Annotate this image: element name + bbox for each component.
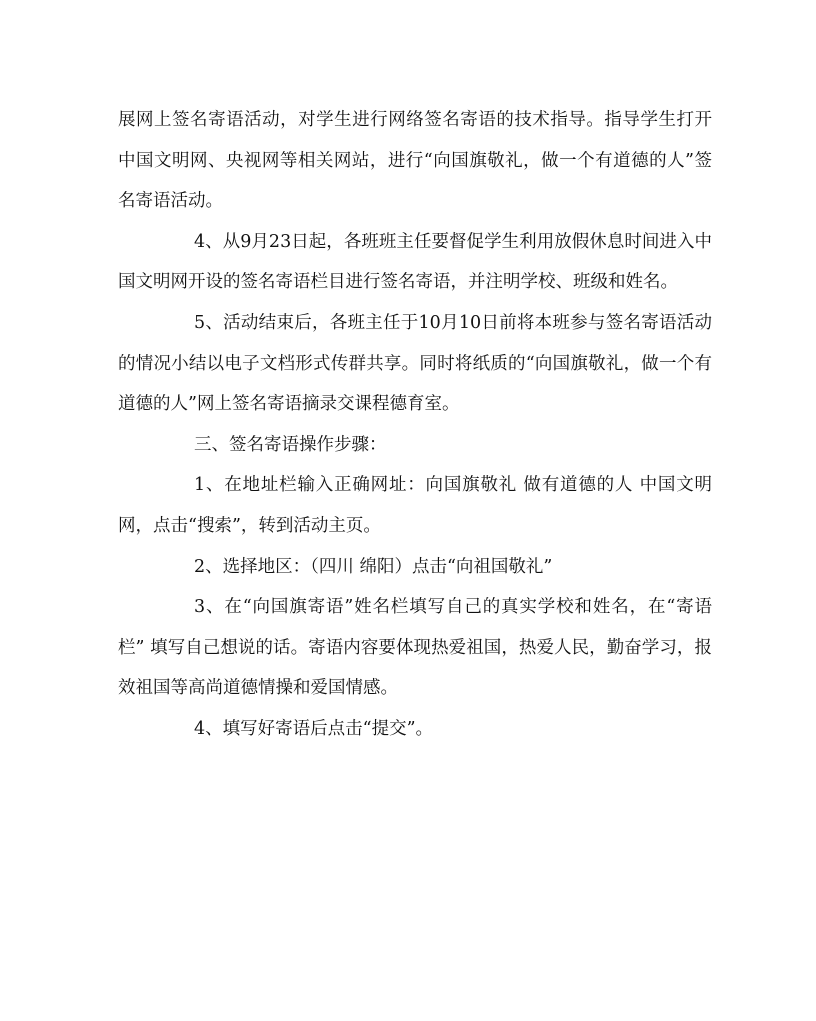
paragraph-item-4: 4、从9月23日起，各班班主任要督促学生利用放假休息时间进入中国文明网开设的签名寄语栏目进行签名寄语，并注明学校、班级和姓名。 (118, 231, 712, 293)
step-1: 1、在地址栏输入正确网址：向国旗敬礼 做有道德的人 中国文明网，点击“搜索”，转到活动主页。 (118, 475, 712, 536)
step-2: 2、选择地区：（四川 绵阳）点击“向祖国敬礼” (194, 556, 553, 577)
paragraph-item-5: 5、活动结束后，各班主任于10月10日前将本班参与签名寄语活动的情况小结以电子文档形式传群共享。同时将纸质的“向国旗敬礼，做一个有道德的人”网上签名寄语摘录交课程德育室。 (118, 312, 712, 415)
section-heading-steps: 三、签名寄语操作步骤： (194, 434, 387, 455)
paragraph-continuation: 展网上签名寄语活动，对学生进行网络签名寄语的技术指导。指导学生打开中国文明网、央视网等相关网站，进行“向国旗敬礼，做一个有道德的人”签名寄语活动。 (118, 110, 712, 212)
document-body (118, 100, 712, 750)
step-4: 4、填写好寄语后点击“提交”。 (194, 718, 434, 739)
step-3: 3、在“向国旗寄语”姓名栏填写自己的真实学校和姓名，在“寄语栏” 填写自己想说的话。寄语内容要体现热爱祖国，热爱人民，勤奋学习，报效祖国等高尚道德情操和爱国情感。 (118, 597, 712, 699)
